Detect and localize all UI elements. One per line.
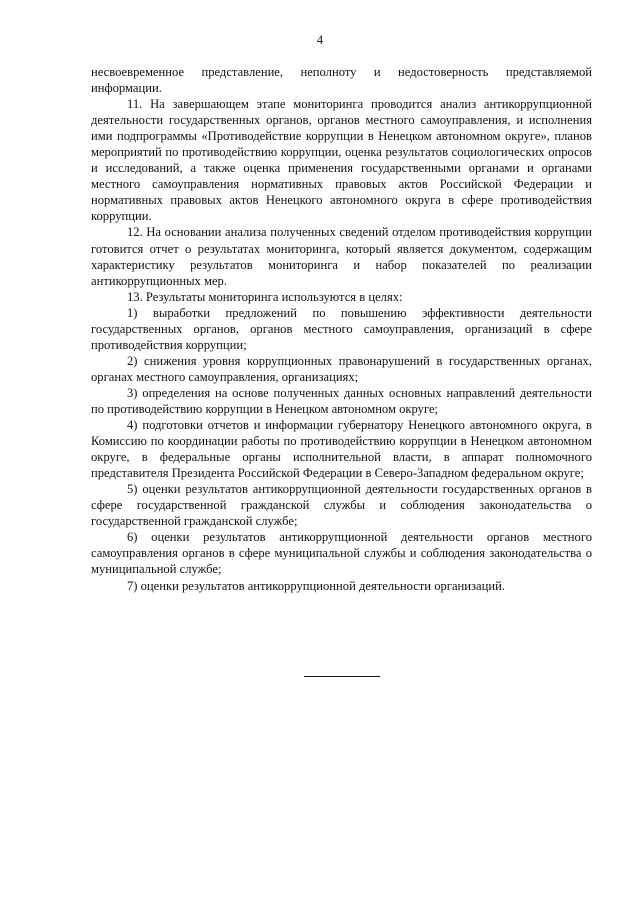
list-item-2: 2) снижения уровня коррупционных правонарушений в государственных органах, органах местного самоуправления, организациях; <box>91 353 592 384</box>
document-body <box>91 64 592 594</box>
list-item-7: 7) оценки результатов антикоррупционной деятельности организаций. <box>127 578 505 593</box>
list-item-4: 4) подготовки отчетов и информации губернатору Ненецкого автономного округа, в Комиссию по координации работы по противодействию коррупции в Ненецком автономном округе, в федеральные органы исполнительной власти, в аппарат полномочного представителя Президента Российской Федерации в Северо-Западном федеральном округе; <box>91 418 592 481</box>
paragraph-continuation: несвоевременное представление, неполноту и недостоверность представляемой информации. <box>91 65 592 96</box>
list-item-5: 5) оценки результатов антикоррупционной деятельности государственных органов в сфере государственной гражданской службы и соблюдения законодательства о государственной гражданской службе; <box>91 482 592 529</box>
paragraph-13: 13. Результаты мониторинга используются в целях: <box>127 289 403 304</box>
paragraph-12: 12. На основании анализа полученных сведений отделом противодействия коррупции готовится отчет о результатах мониторинга, который является документом, содержащим характеристику результатов мониторинга и набор показателей по реализации антикоррупционных мер. <box>91 225 592 288</box>
paragraph-11: 11. На завершающем этапе мониторинга проводится анализ антикоррупционной деятельности государственных органов, органов местного самоуправления, и исполнения ими подпрограммы «Противодействие коррупции в Ненецком автономном округе», планов мероприятий по противодействию коррупции, оценка результатов социологических опросов и исследований, а также оценка применения государственными органами и органами местного самоуправления нормативных правовых актов Российской Федерации и нормативных правовых актов Ненецкого автономного округа в сфере противодействия коррупции. <box>91 97 592 224</box>
list-item-1: 1) выработки предложений по повышению эффективности деятельности государственных органов, органов местного самоуправления, организаций в сфере противодействия коррупции; <box>91 305 592 352</box>
list-item-3: 3) определения на основе полученных данных основных направлений деятельности по противодействию коррупции в Ненецком автономном округе; <box>91 385 592 416</box>
list-item-6: 6) оценки результатов антикоррупционной деятельности органов местного самоуправления органов в сфере муниципальной службы и соблюдения законодательства о муниципальной службе; <box>91 530 592 577</box>
end-of-document-rule <box>304 676 380 677</box>
page-number: 4 <box>316 33 324 47</box>
